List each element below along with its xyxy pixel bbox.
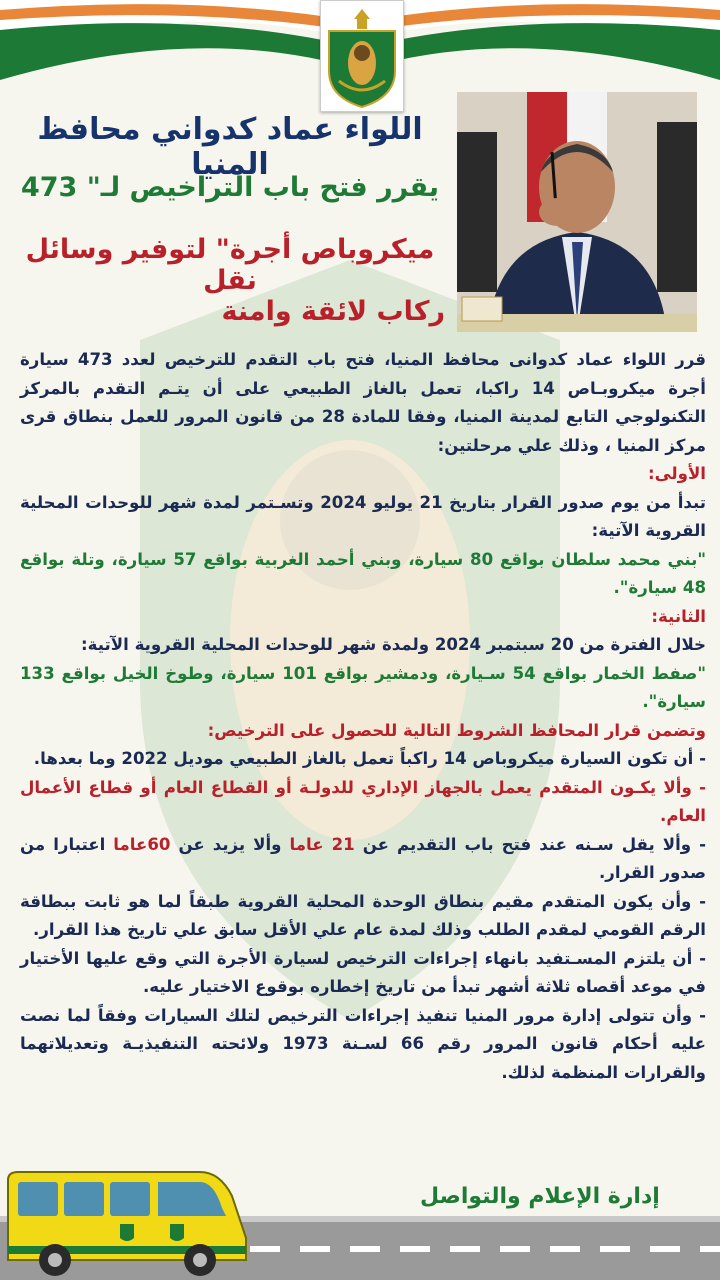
condition-3-part-c: اعتبارا من صدور القرار. xyxy=(20,834,706,882)
condition-4: - وأن يكون المتقدم مقيم بنطاق الوحدة المحلية القروية طبقاً لما هو ثابت ببطاقة الرقم القومي لمقدم الطلب وذلك لمدة عام علي الأقل سابق علي تاريخ هذا القرار. xyxy=(20,891,706,939)
headline-line-2: يقرر فتح باب التراخيص لـ" 473 xyxy=(20,172,440,203)
phase-two-text: خلال الفترة من 20 سبتمبر 2024 ولمدة شهر للوحدات المحلية القروية الآتية: xyxy=(81,635,706,654)
phase-one-villages: "بني محمد سلطان بواقع 80 سيارة، وبني أحمد الغربية بواقع 57 سيارة، وتلة بواقع 48 سيارة". xyxy=(20,549,706,597)
department-signature: إدارة الإعلام والتواصل xyxy=(420,1184,660,1209)
condition-3-age-min: 21 عاما xyxy=(289,834,355,854)
conditions-title: وتضمن قرار المحافظ الشروط التالية للحصول على الترخيص: xyxy=(207,720,706,740)
phase-one-text: تبدأ من يوم صدور القرار بتاريخ 21 يوليو 2024 وتسـتمر لمدة شهر للوحدات المحلية القروية الآتية: xyxy=(20,492,706,540)
condition-2: - وألا يكـون المتقدم يعمل بالجهاز الإداري للدولـة أو القطاع العام أو قطاع الأعمال العام. xyxy=(20,777,706,825)
headline-line-4: ركاب لائقة وامنة xyxy=(221,296,445,327)
headline-line-1: اللواء عماد كدواني محافظ المنيا xyxy=(37,112,423,182)
governor-photo xyxy=(457,92,697,332)
condition-3-part-a: - وألا يقل سـنه عند فتح باب التقديم عن xyxy=(354,834,706,854)
phase-one-title: الأولى: xyxy=(647,464,706,483)
governorate-logo xyxy=(320,0,404,112)
condition-5: - أن يلتزم المسـتفيد بانهاء إجراءات الترخيص لسيارة الأجرة التي وقع عليها الأختيار في موعد أقصاه ثلاثة أشهر تبدأ من تاريخ إخطاره بوقوع الاختيار عليه. xyxy=(20,948,706,996)
condition-3-age-max: 60عاما xyxy=(113,834,171,854)
condition-6: - وأن تتولى إدارة مرور المنيا تنفيذ إجراءات الترخيص لتلك السيارات وفقاً لما نصت عليه أحكام قانون المرور رقم 66 لسـنة 1973 ولائحته التنفيذيـة وتعديلاتهما والقرارات المنظمة لذلك. xyxy=(20,1005,706,1082)
phase-two-title: الثانية: xyxy=(651,606,706,626)
condition-3-part-b: وألا يزيد عن xyxy=(170,834,290,854)
intro-paragraph: قرر اللواء عماد كدوانى محافظ المنيا، فتح باب التقدم للترخيص لعدد 473 سيارة أجرة ميكروبـاص 14 راكبا، تعمل بالغاز الطبيعي على أن يتـم التقدم بالمركز التكنولوجي التابع لمدينة المنيا، وفقا للمادة 28 من قانون المرور للعمل بنطاق قرى مركز المنيا ، وذلك علي مرحلتين: xyxy=(20,350,706,455)
microbus-icon xyxy=(0,1168,250,1280)
phase-two-villages: "صفط الخمار بواقع 54 سـيارة، ودمشير بواقع 101 سيارة، وطوخ الخيل بواقع 133 سيارة". xyxy=(20,663,706,711)
article-body xyxy=(20,346,706,1087)
condition-3 xyxy=(20,831,706,888)
condition-1: - أن تكون السيارة ميكروباص 14 راكباً تعمل بالغاز الطبيعي موديل 2022 وما بعدها. xyxy=(33,749,706,768)
governorate-logo-icon xyxy=(321,1,403,111)
headline-line-3: ميكروباص أجرة" لتوفير وسائل نقل xyxy=(25,234,435,296)
